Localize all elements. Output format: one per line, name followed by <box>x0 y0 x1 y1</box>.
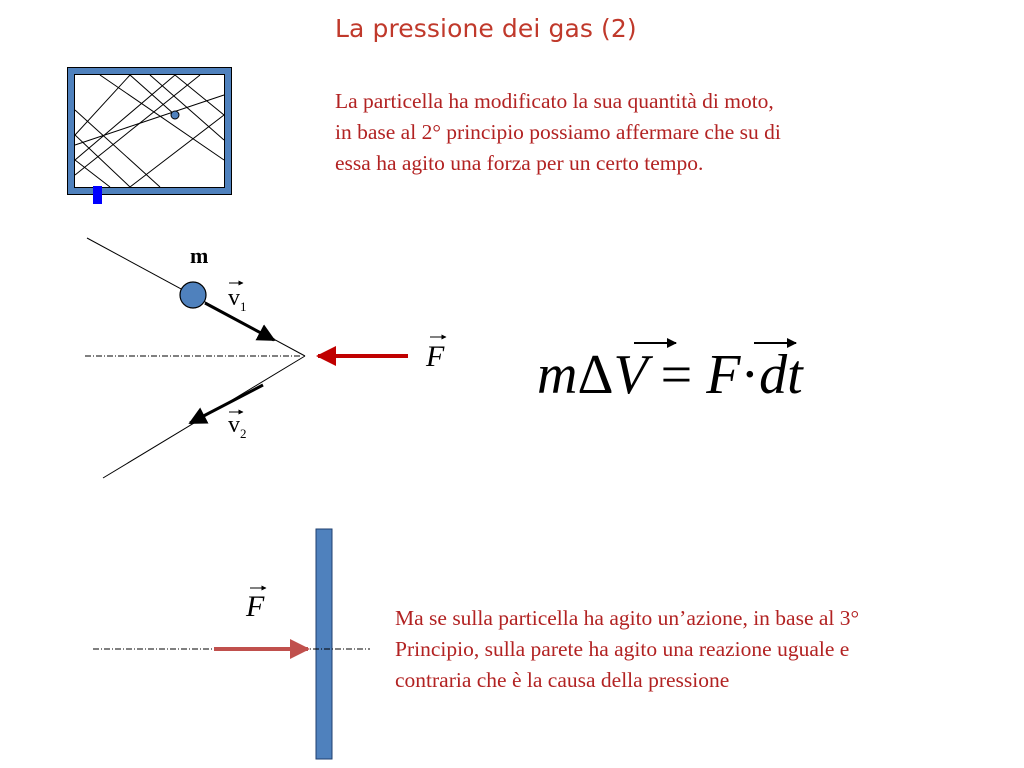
paragraph-line: in base al 2° principio possiamo affermare che su di <box>335 120 781 144</box>
reaction-force-label: F <box>246 590 265 623</box>
velocity-v2-label <box>228 412 247 442</box>
gas-container-diagram <box>68 68 232 205</box>
force-label: F <box>426 340 445 373</box>
eq-velocity: V <box>613 344 647 406</box>
particle-dot <box>171 111 179 119</box>
impulse-equation <box>537 343 803 407</box>
paragraph-line: Principio, sulla parete ha agito una reazione uguale e <box>395 637 850 661</box>
eq-dot: · <box>740 344 760 406</box>
slide-title: La pressione dei gas (2) <box>335 14 637 43</box>
wall <box>316 529 332 759</box>
v1-subscript: 1 <box>240 298 247 314</box>
paragraph-line: La particella ha modificato la sua quantità di moto, <box>335 89 774 113</box>
eq-delta: Δ <box>577 344 614 406</box>
velocity-v2-arrow <box>190 385 263 423</box>
paragraph-line: contraria che è la causa della pressione <box>395 668 730 692</box>
eq-dt: dt <box>759 344 803 406</box>
v-symbol: v <box>228 412 240 438</box>
eq-equals: = <box>660 344 693 406</box>
v-symbol: v <box>228 285 240 311</box>
velocity-v1-label <box>228 285 247 315</box>
v2-subscript: 2 <box>240 425 247 441</box>
collision-diagram <box>85 238 446 478</box>
mass-label: m <box>190 243 209 268</box>
eq-mass: m <box>537 344 578 406</box>
particle-mass <box>180 282 206 308</box>
eq-force: F <box>706 344 741 406</box>
paragraph-line: essa ha agito una forza per un certo tempo. <box>335 151 704 175</box>
wall-diagram <box>93 529 370 759</box>
paragraph-line: Ma se sulla particella ha agito un’azione, in base al 3° <box>395 606 860 630</box>
pressure-gauge-marker <box>93 186 102 204</box>
